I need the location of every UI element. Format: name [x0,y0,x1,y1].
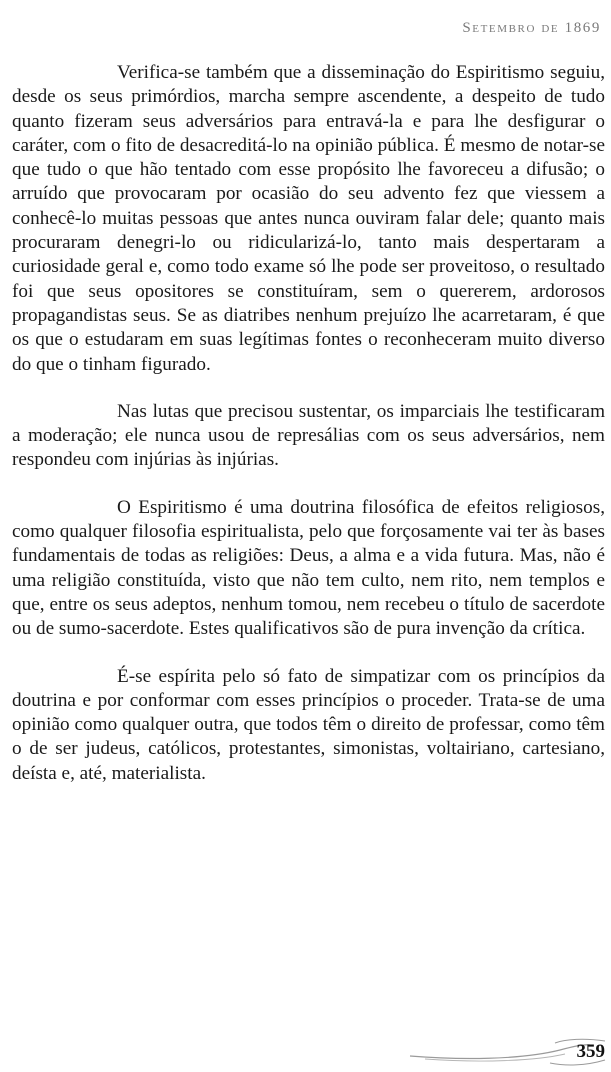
paragraph-3: O Espiritismo é uma doutrina filosófica de efeitos religiosos, como qualquer filosofia espiritualista, pelo que forçosamente vai ter às bases fundamentais de todas as religiões: Deus, a alma e a vida futura. Mas, não é uma religião constituída, visto que não tem culto, nem rito, nem templos e que, entre os seus adeptos, nenhum tomou, nem recebeu o título de sacerdote ou de sumo-sacerdote. Estes qualificativos são de pura invenção da crítica. [12,496,605,640]
page-footer [400,1030,611,1072]
running-header: Setembro de 1869 [462,20,601,36]
page-number: 359 [576,1041,605,1062]
paragraph-2: Nas lutas que precisou sustentar, os imparciais lhe testificaram a moderação; ele nunca usou de represálias com os seus adversários, nem respondeu com injúrias às injúrias. [12,400,605,471]
paragraph-4: É-se espírita pelo só fato de simpatizar com os princípios da doutrina e por conformar com esses princípios o proceder. Trata-se de uma opinião como qualquer outra, que todos têm o direito de professar, como têm o de ser judeus, católicos, protestantes, simonistas, voltairiano, cartesiano, deísta e, até, materialista. [12,665,605,784]
page-body [12,61,605,809]
paragraph-1: Verifica-se também que a disseminação do Espiritismo seguiu, desde os seus primórdios, marcha sempre ascendente, a despeito de tudo quanto fizeram seus adversários para entravá-la e para lhe desfigurar o caráter, com o fito de desacreditá-lo na opinião pública. É mesmo de notar-se que tudo o que hão tentado com esse propósito lhe favoreceu a difusão; o arruído que provocaram por ocasião do seu advento fez que viessem a conhecê-lo muitas pessoas que antes nunca ouviram falar dele; quanto mais procuraram denegri-lo ou ridicularizá-lo, tanto mais despertaram a curiosidade geral e, como todo exame só lhe pode ser proveitoso, o resultado foi que seus opositores se constituíram, sem o quererem, ardorosos propagandistas seus. Se as diatribes nenhum prejuízo lhe acarretaram, é que os que o estudaram em suas legítimas fontes o reconheceram muito diverso do que o tinham figurado. [12,62,605,375]
